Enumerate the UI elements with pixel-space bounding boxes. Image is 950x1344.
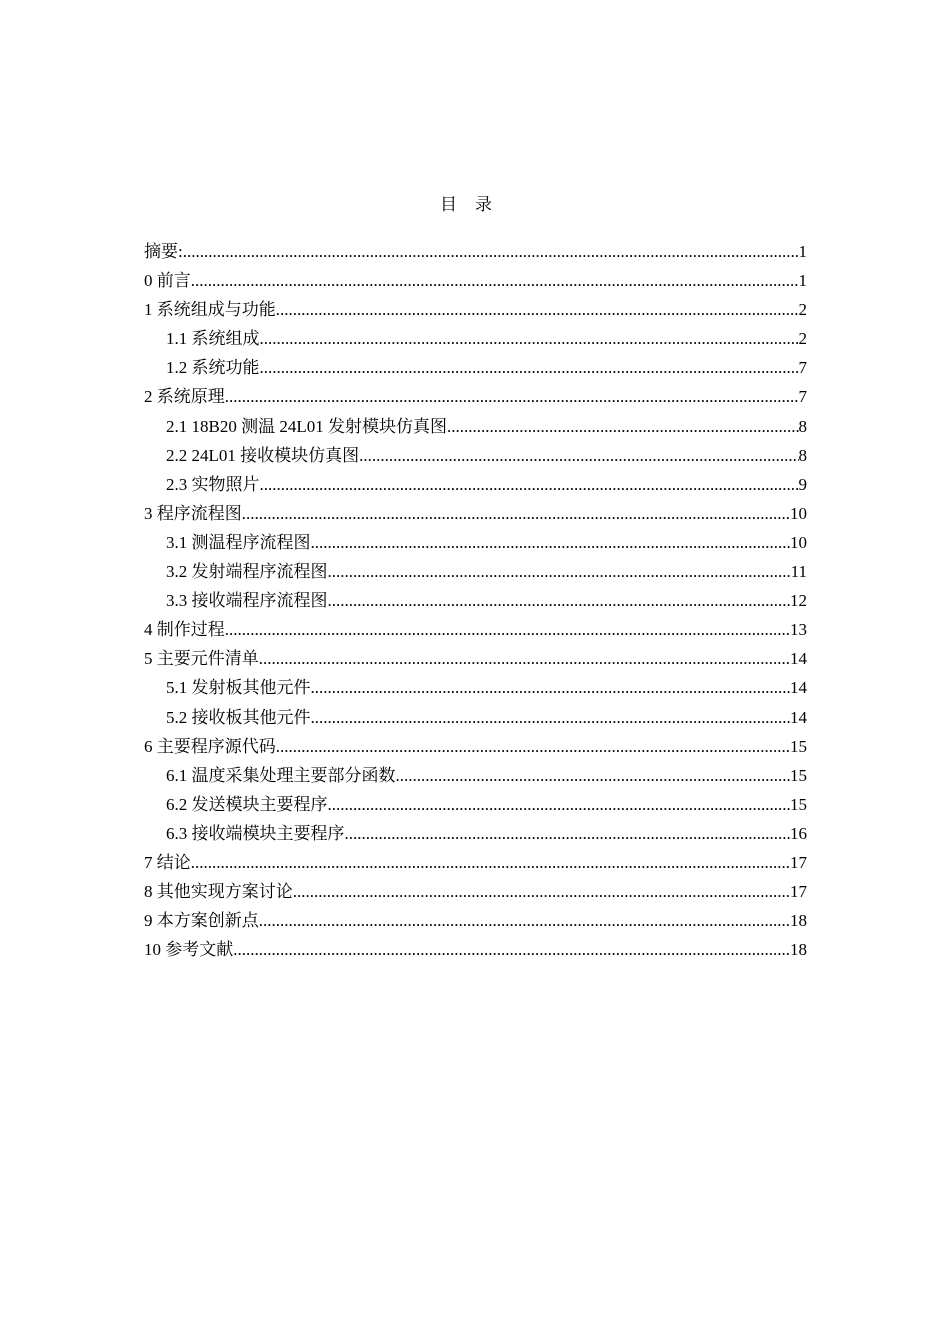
toc-entry[interactable]: [144, 502, 807, 531]
toc-entry-page-number: 11: [790, 562, 807, 582]
toc-dot-leader: [359, 444, 798, 468]
toc-entry-page-number: 10: [790, 532, 807, 552]
toc-entry-page-number: 14: [790, 707, 807, 727]
toc-dot-leader: [260, 473, 799, 497]
toc-entry-title: 0 前言: [144, 271, 191, 291]
toc-entry[interactable]: [144, 560, 807, 589]
toc-entry-title: 6.2 发送模块主要程序: [166, 794, 328, 814]
toc-dot-leader: [260, 356, 799, 380]
toc-entry[interactable]: [144, 880, 807, 909]
toc-dot-leader: [311, 706, 791, 730]
toc-entry-title: 摘要:: [144, 242, 183, 261]
toc-entry-page-number: 7: [798, 358, 807, 378]
toc-entry-page-number: 14: [790, 678, 807, 698]
toc-entry[interactable]: [144, 735, 807, 764]
toc-dot-leader: [233, 938, 790, 962]
toc-entry-page-number: 17: [790, 882, 807, 902]
toc-dot-leader: [328, 560, 791, 584]
toc-dot-leader: [447, 415, 799, 439]
toc-entry[interactable]: [144, 473, 807, 502]
toc-dot-leader: [345, 822, 791, 846]
toc-dot-leader: [191, 269, 799, 293]
toc-entry-title: 5.2 接收板其他元件: [166, 707, 311, 727]
toc-entry-page-number: 16: [790, 823, 807, 843]
toc-entry-title: 9 本方案创新点: [144, 911, 259, 931]
toc-entry-page-number: 8: [798, 445, 807, 465]
toc-dot-leader: [260, 327, 799, 351]
toc-entry[interactable]: [144, 647, 807, 676]
toc-entry-title: 4 制作过程: [144, 620, 225, 640]
toc-entry-title: 5.1 发射板其他元件: [166, 678, 311, 698]
toc-entry-page-number: 2: [798, 300, 807, 320]
toc-dot-leader: [328, 589, 791, 613]
toc-entry-title: 3.2 发射端程序流程图: [166, 562, 328, 582]
toc-entry-page-number: 9: [798, 474, 807, 494]
toc-entry-page-number: 12: [790, 591, 807, 611]
toc-entry-page-number: 7: [798, 387, 807, 407]
toc-entry-title: 3.1 测温程序流程图: [166, 532, 311, 552]
toc-entry[interactable]: [144, 851, 807, 880]
toc-dot-leader: [191, 851, 790, 875]
toc-title: 目录: [440, 195, 510, 214]
toc-entry[interactable]: [144, 676, 807, 705]
toc-entry-title: 2 系统原理: [144, 387, 225, 407]
toc-entry-title: 2.2 24L01 接收模块仿真图: [166, 445, 360, 465]
toc-dot-leader: [311, 531, 791, 555]
toc-entry[interactable]: [144, 385, 807, 414]
toc-dot-leader: [242, 502, 790, 526]
toc-dot-leader: [328, 793, 791, 817]
toc-entry[interactable]: [144, 618, 807, 647]
toc-entry-page-number: 1: [798, 271, 807, 291]
toc-entry[interactable]: [144, 909, 807, 938]
toc-dot-leader: [225, 618, 790, 642]
toc-entry-page-number: 18: [790, 911, 807, 931]
toc-entry-page-number: 18: [790, 940, 807, 960]
toc-entry-page-number: 13: [790, 620, 807, 640]
toc-entry-page-number: 15: [790, 736, 807, 756]
toc-entry-page-number: 8: [798, 416, 807, 436]
toc-entry-title: 1.1 系统组成: [166, 329, 260, 349]
toc-entry[interactable]: [144, 298, 807, 327]
toc-dot-leader: [293, 880, 790, 904]
toc-dot-leader: [259, 647, 790, 671]
toc-entry-title: 6 主要程序源代码: [144, 736, 276, 756]
toc-entry[interactable]: [144, 531, 807, 560]
toc-dot-leader: [311, 676, 791, 700]
toc-entry-title: 3.3 接收端程序流程图: [166, 591, 328, 611]
toc-entry-page-number: 1: [798, 242, 807, 261]
toc-dot-leader: [396, 764, 791, 788]
toc-entry-page-number: 10: [790, 503, 807, 523]
toc-entry-title: 7 结论: [144, 852, 191, 872]
toc-entry-page-number: 15: [790, 765, 807, 785]
toc-dot-leader: [259, 909, 790, 933]
toc-list: [144, 240, 807, 967]
toc-entry-title: 6.3 接收端模块主要程序: [166, 823, 345, 843]
toc-entry-page-number: 17: [790, 852, 807, 872]
toc-entry-title: 3 程序流程图: [144, 503, 242, 523]
toc-entry[interactable]: [144, 269, 807, 298]
toc-entry[interactable]: [144, 327, 807, 356]
toc-entry-title: 8 其他实现方案讨论: [144, 882, 293, 902]
toc-entry[interactable]: [144, 589, 807, 618]
toc-entry-page-number: 14: [790, 649, 807, 669]
toc-dot-leader: [276, 735, 790, 759]
toc-entry-title: 1.2 系统功能: [166, 358, 260, 378]
toc-entry-page-number: 2: [798, 329, 807, 349]
toc-dot-leader: [225, 385, 799, 409]
toc-entry[interactable]: [144, 356, 807, 385]
toc-entry-title: 2.3 实物照片: [166, 474, 260, 494]
toc-entry[interactable]: [144, 938, 807, 967]
toc-dot-leader: [183, 240, 799, 264]
toc-entry[interactable]: [144, 415, 807, 444]
toc-entry[interactable]: [144, 240, 807, 269]
toc-entry-page-number: 15: [790, 794, 807, 814]
toc-entry[interactable]: [144, 822, 807, 851]
toc-entry[interactable]: [144, 444, 807, 473]
toc-entry-title: 10 参考文献: [144, 940, 234, 960]
toc-entry-title: 6.1 温度采集处理主要部分函数: [166, 765, 396, 785]
toc-entry-title: 2.1 18B20 测温 24L01 发射模块仿真图: [166, 416, 447, 436]
toc-entry-title: 5 主要元件清单: [144, 649, 259, 669]
toc-dot-leader: [276, 298, 799, 322]
toc-entry[interactable]: [144, 764, 807, 793]
toc-entry-title: 1 系统组成与功能: [144, 300, 276, 320]
toc-entry[interactable]: [144, 793, 807, 822]
toc-entry[interactable]: [144, 706, 807, 735]
